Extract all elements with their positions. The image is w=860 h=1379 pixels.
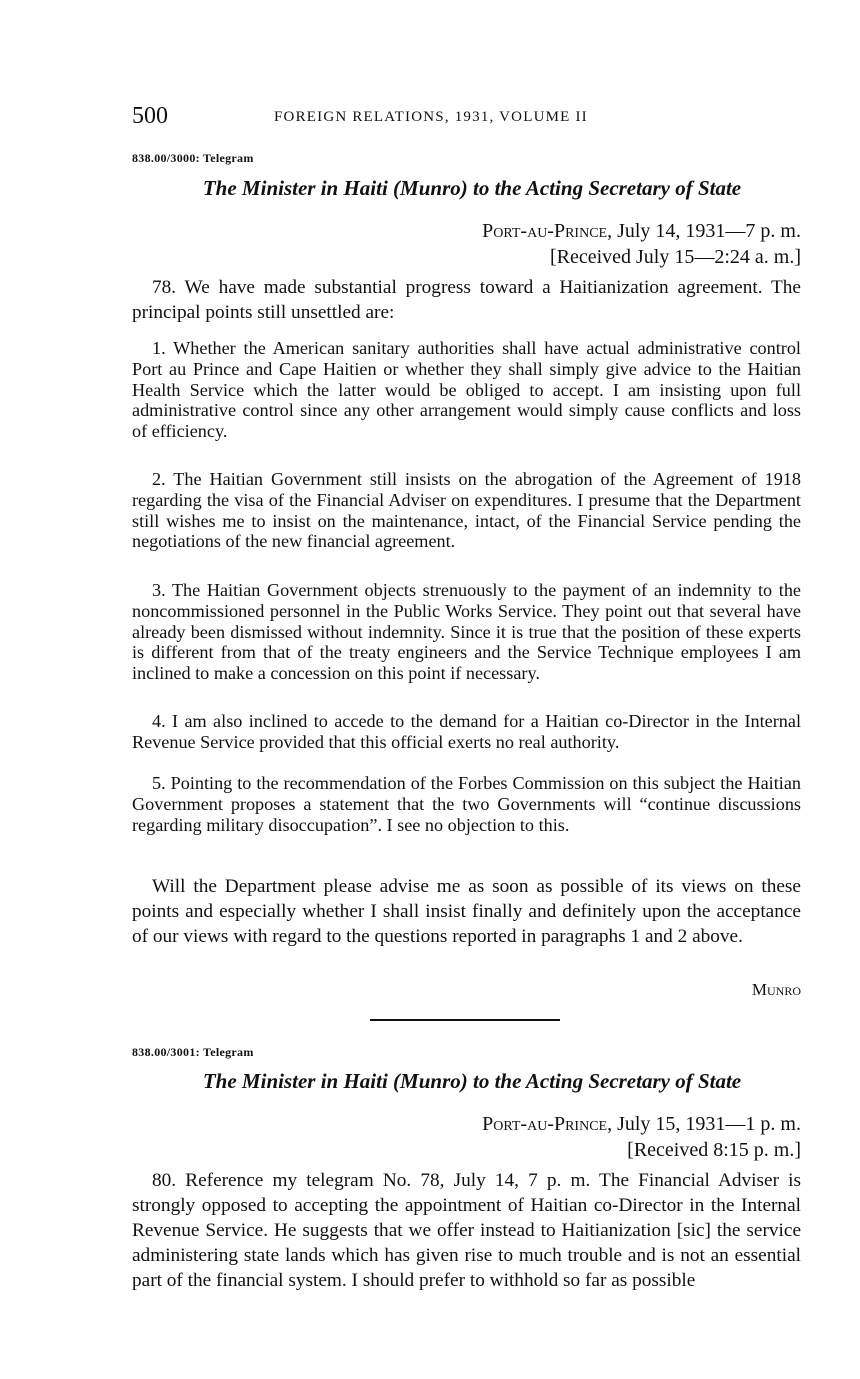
closing-paragraph: Will the Department please advise me as soon as possible of its views on these points and especially whether I shall insist finally and definitely upon the acceptance of our views with regard to the questions reported in paragraphs 1 and 2 above. bbox=[132, 876, 801, 947]
received-line: [Received 8:15 p. m.] bbox=[627, 1139, 801, 1161]
signature: Munro bbox=[751, 980, 801, 999]
point-1: 1. Whether the American sanitary authorities shall have actual administrative control Port au Prince and Cape Haitien or whether they shall simply give advice to the Haitian Health Service which the latter would be obliged to accept. I am insisting upon full administrative control since any other arrangement would simply cause conflicts and loss of efficiency. bbox=[132, 338, 801, 442]
running-head bbox=[132, 103, 812, 135]
document-heading: The Minister in Haiti (Munro) to the Acting Secretary of State bbox=[202, 1069, 742, 1093]
dateline-place: Port-au-Prince, bbox=[482, 220, 613, 242]
dateline-date: July 15, 1931—1 p. m. bbox=[612, 1113, 801, 1135]
point-3: 3. The Haitian Government objects strenuously to the payment of an indemnity to the noncommissioned personnel in the Public Works Service. They point out that several have already been dismissed without indemnity. Since it is true that the position of these experts is different from that of the treaty engineers and the Service Technique employees I am inclined to make a concession on this point if necessary. bbox=[132, 580, 801, 684]
point-5: 5. Pointing to the recommendation of the Forbes Commission on this subject the Haitian Government proposes a statement that the two Governments will “continue discussions regarding military disoccupation”. I see no objection to this. bbox=[132, 773, 801, 835]
point-2: 2. The Haitian Government still insists on the abrogation of the Agreement of 1918 regarding the visa of the Financial Adviser on expenditures. I presume that the Department still wishes me to insist on the maintenance, intact, of the Financial Service pending the negotiations of the new financial agreement. bbox=[132, 469, 801, 552]
dateline-place: Port-au-Prince, bbox=[482, 1113, 613, 1135]
point-4: 4. I am also inclined to accede to the demand for a Haitian co-Director in the Internal Revenue Service provided that this official exerts no real authority. bbox=[132, 711, 801, 752]
document-id: 838.00/3001: Telegram bbox=[132, 1045, 254, 1059]
document-id: 838.00/3000: Telegram bbox=[132, 151, 254, 165]
received-line: [Received July 15—2:24 a. m.] bbox=[549, 246, 801, 268]
dateline bbox=[132, 219, 801, 243]
document-heading: The Minister in Haiti (Munro) to the Acting Secretary of State bbox=[202, 176, 742, 200]
running-title: FOREIGN RELATIONS, 1931, VOLUME II bbox=[274, 109, 588, 125]
section-divider bbox=[370, 1019, 560, 1021]
dateline bbox=[132, 1112, 801, 1136]
telegram-body: 80. Reference my telegram No. 78, July 14, 7 p. m. The Financial Adviser is strongly opposed to accepting the appointment of Haitian co-Director in the Internal Revenue Service. He suggests that we offer instead to Haitianization [sic] the service administering state lands which has given rise to much trouble and is not an essential part of the financial system. I should prefer to withhold so far as possible bbox=[132, 1170, 801, 1291]
page-number: 500 bbox=[132, 103, 168, 129]
dateline-date: July 14, 1931—7 p. m. bbox=[612, 220, 801, 242]
telegram-intro: 78. We have made substantial progress toward a Haitianization agreement. The principal points still unsettled are: bbox=[132, 277, 801, 323]
